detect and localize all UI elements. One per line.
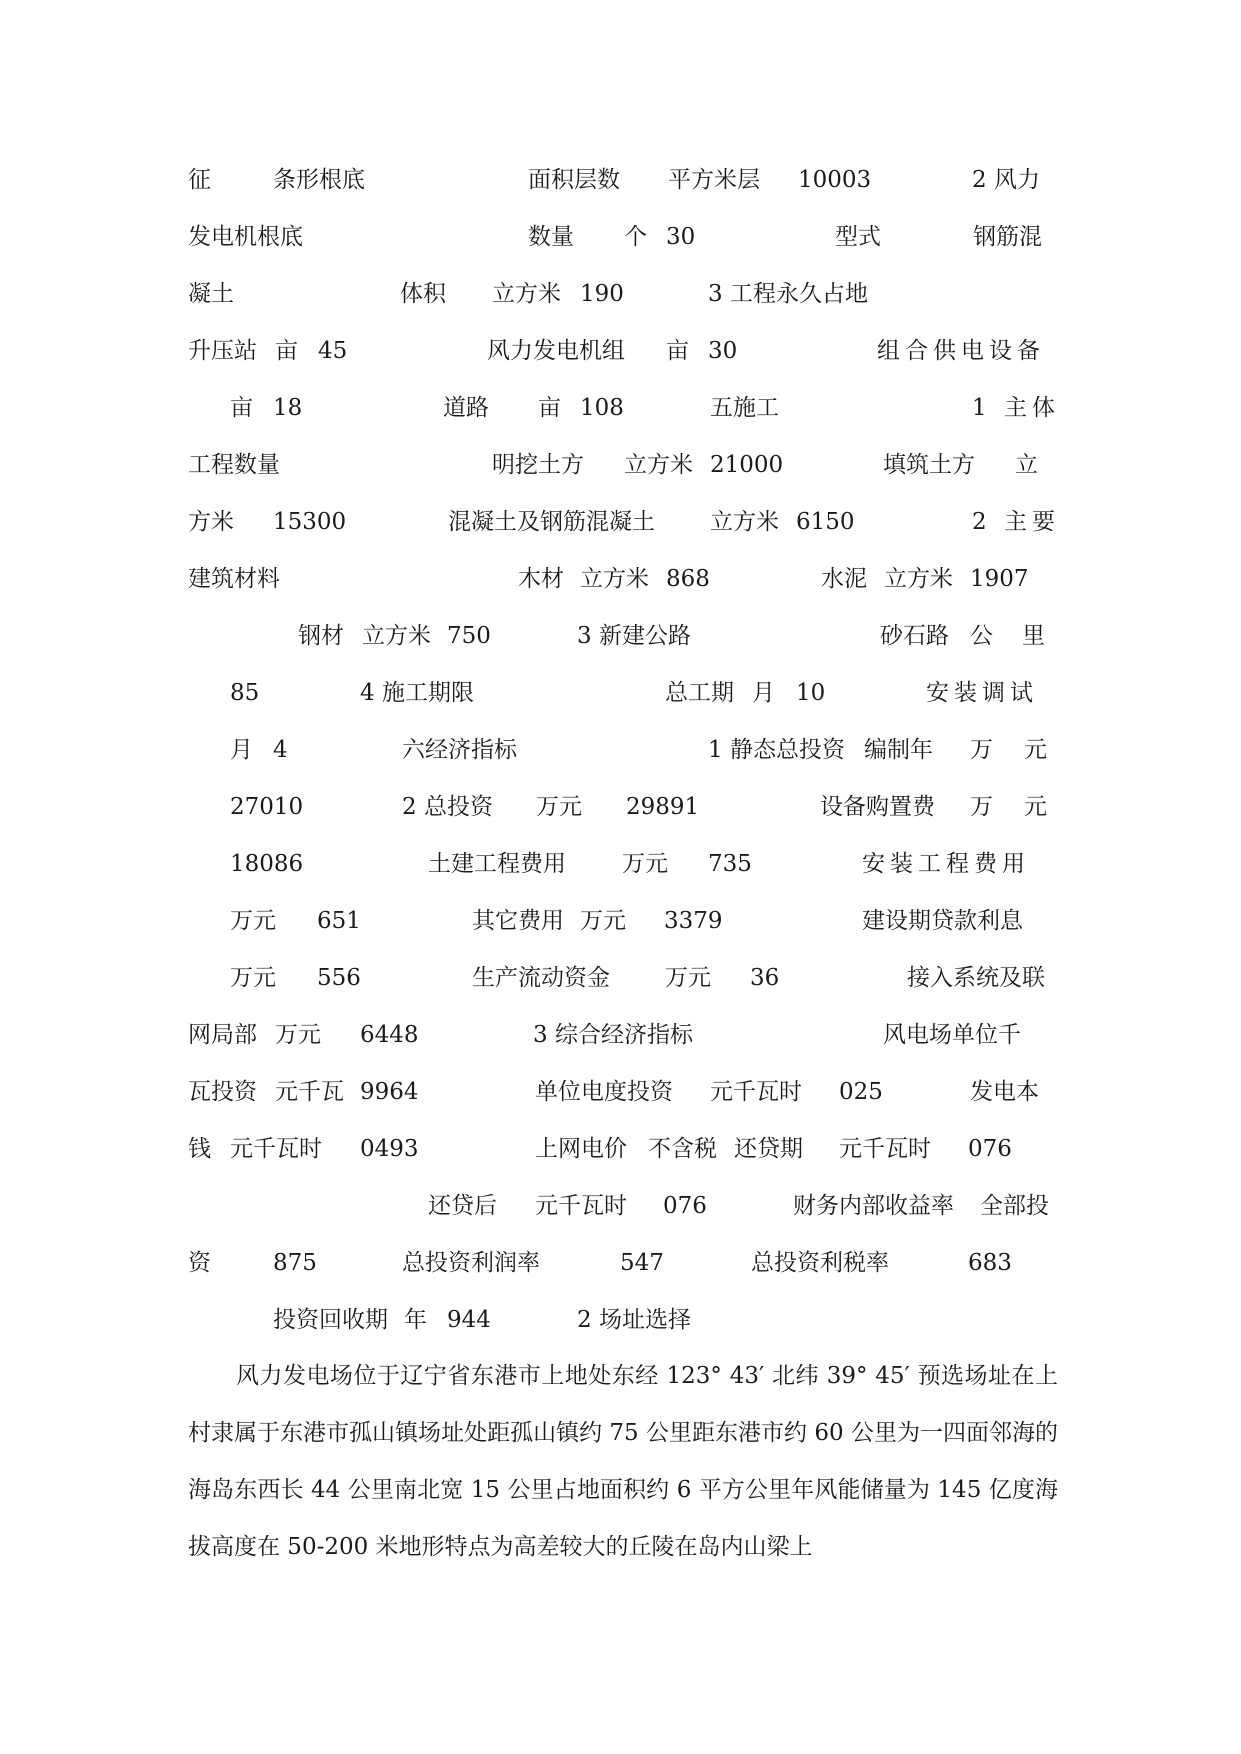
grid-cell: 组合供电设备	[877, 338, 1045, 364]
grid-cell: 立方米	[362, 623, 431, 649]
grid-cell: 556	[317, 965, 361, 991]
grid-cell: 全部投	[980, 1193, 1049, 1219]
grid-cell: 体积	[400, 281, 446, 307]
grid-cell: 面积层数	[528, 167, 620, 193]
grid-cell: 凝土	[188, 281, 234, 307]
grid-cell: 立方米	[710, 509, 779, 535]
grid-cell: 土建工程费用	[428, 851, 566, 877]
grid-cell: 元千瓦时	[710, 1079, 802, 1105]
grid-cell: 钢筋混	[973, 224, 1042, 250]
grid-cell: 方米	[188, 509, 234, 535]
grid-cell: 0493	[360, 1136, 419, 1162]
grid-cell: 2 风力	[972, 167, 1040, 193]
grid-cell: 6150	[796, 509, 855, 535]
grid-cell: 钱	[188, 1136, 211, 1162]
grid-cell: 瓦投资	[188, 1079, 257, 1105]
grid-cell: 安装调试	[926, 680, 1038, 706]
grid-cell: 安装工程费用	[862, 851, 1030, 877]
grid-cell: 还贷期	[734, 1136, 803, 1162]
grid-cell: 编制年	[864, 737, 933, 763]
grid-cell: 年	[404, 1307, 427, 1333]
grid-cell: 砂石路	[880, 623, 949, 649]
grid-cell: 建筑材料	[188, 566, 280, 592]
grid-cell: 21000	[710, 452, 784, 478]
grid-cell: 填筑土方	[883, 452, 975, 478]
grid-cell: 木材	[518, 566, 564, 592]
grid-cell: 六经济指标	[402, 737, 517, 763]
grid-cell: 设备购置费	[820, 794, 935, 820]
grid-cell: 水泥	[821, 566, 867, 592]
grid-cell: 道路	[443, 395, 489, 421]
grid-cell: 月	[752, 680, 775, 706]
grid-cell: 立方米	[580, 566, 649, 592]
grid-cell: 076	[663, 1193, 707, 1219]
grid-cell: 财务内部收益率	[793, 1193, 954, 1219]
grid-cell: 9964	[360, 1079, 419, 1105]
grid-cell: 风力发电机组	[487, 338, 625, 364]
grid-cell: 元千瓦	[275, 1079, 344, 1105]
grid-cell: 868	[666, 566, 710, 592]
grid-cell: 4	[273, 737, 288, 763]
grid-cell: 接入系统及联	[907, 965, 1045, 991]
grid-cell: 547	[620, 1250, 664, 1276]
grid-cell: 18086	[230, 851, 304, 877]
grid-cell: 3 综合经济指标	[533, 1022, 693, 1048]
grid-cell: 总工期	[665, 680, 734, 706]
grid-cell: 15300	[273, 509, 347, 535]
grid-cell: 190	[580, 281, 624, 307]
grid-cell: 亩	[538, 395, 561, 421]
grid-cell: 683	[968, 1250, 1012, 1276]
grid-cell: 上网电价	[535, 1136, 627, 1162]
paragraph-text: 风力发电场位于辽宁省东港市上地处东经 123° 43′ 北纬 39° 45′ 预选场址在上村隶属于东港市孤山镇场址处距孤山镇约 75 公里距东港市约 60 公里为一四面邻海的海岛东西长 44 公里南北宽 15 公里占地面积约 6 平方公里年风能储量为 145 亿度海拔高度在 50-200 米地形特点为高差较大的丘陵在岛内山梁上	[188, 1363, 1058, 1560]
grid-cell: 元千瓦时	[535, 1193, 627, 1219]
grid-cell: 公	[970, 623, 993, 649]
grid-cell: 立方米	[492, 281, 561, 307]
grid-cell: 五施工	[710, 395, 779, 421]
grid-cell: 万元	[665, 965, 711, 991]
grid-cell: 6448	[360, 1022, 419, 1048]
grid-cell: 生产流动资金	[472, 965, 610, 991]
grid-cell: 里	[1022, 623, 1045, 649]
grid-cell: 2 场址选择	[577, 1307, 691, 1333]
grid-cell: 2 主要	[972, 509, 1060, 535]
grid-cell: 108	[580, 395, 624, 421]
grid-cell: 钢材	[298, 623, 344, 649]
grid-cell: 944	[447, 1307, 491, 1333]
grid-cell: 升压站	[188, 338, 257, 364]
grid-cell: 3 新建公路	[577, 623, 691, 649]
grid-cell: 月	[230, 737, 253, 763]
grid-cell: 30	[666, 224, 696, 250]
grid-cell: 总投资利润率	[402, 1250, 540, 1276]
grid-cell: 85	[230, 680, 260, 706]
grid-cell: 工程数量	[188, 452, 280, 478]
grid-cell: 元	[1024, 794, 1047, 820]
grid-cell: 亩	[230, 395, 253, 421]
grid-cell: 其它费用	[472, 908, 564, 934]
grid-cell: 万元	[580, 908, 626, 934]
grid-cell: 29891	[626, 794, 700, 820]
grid-cell: 2 总投资	[402, 794, 493, 820]
site-description-paragraph	[188, 1348, 1058, 1576]
grid-cell: 735	[708, 851, 752, 877]
grid-cell: 平方米层	[668, 167, 760, 193]
grid-cell: 万元	[230, 908, 276, 934]
grid-cell: 万元	[536, 794, 582, 820]
grid-cell: 万元	[230, 965, 276, 991]
grid-cell: 资	[188, 1250, 211, 1276]
grid-cell: 元千瓦时	[839, 1136, 931, 1162]
grid-cell: 发电本	[970, 1079, 1039, 1105]
grid-cell: 明挖土方	[492, 452, 584, 478]
grid-cell: 3 工程永久占地	[708, 281, 868, 307]
grid-cell: 网局部	[188, 1022, 257, 1048]
grid-cell: 立方米	[624, 452, 693, 478]
grid-cell: 数量	[528, 224, 574, 250]
grid-cell: 076	[968, 1136, 1012, 1162]
grid-cell: 亩	[666, 338, 689, 364]
grid-cell: 型式	[835, 224, 881, 250]
grid-cell: 总投资利税率	[751, 1250, 889, 1276]
grid-cell: 30	[708, 338, 738, 364]
grid-cell: 651	[317, 908, 361, 934]
grid-cell: 条形根底	[273, 167, 365, 193]
grid-cell: 750	[447, 623, 491, 649]
grid-cell: 3379	[664, 908, 723, 934]
grid-cell: 万元	[622, 851, 668, 877]
grid-cell: 风电场单位千	[883, 1022, 1021, 1048]
grid-cell: 1 静态总投资	[708, 737, 845, 763]
grid-cell: 万	[970, 794, 993, 820]
grid-cell: 10003	[798, 167, 872, 193]
grid-cell: 立	[1015, 452, 1038, 478]
grid-cell: 万	[970, 737, 993, 763]
grid-cell: 025	[839, 1079, 883, 1105]
grid-cell: 27010	[230, 794, 304, 820]
grid-cell: 征	[188, 167, 211, 193]
grid-cell: 4 施工期限	[360, 680, 474, 706]
grid-cell: 36	[750, 965, 780, 991]
grid-cell: 10	[796, 680, 826, 706]
grid-cell: 发电机根底	[188, 224, 303, 250]
grid-cell: 立方米	[884, 566, 953, 592]
grid-cell: 1 主体	[972, 395, 1060, 421]
grid-cell: 18	[273, 395, 303, 421]
grid-cell: 1907	[970, 566, 1029, 592]
grid-cell: 混凝土及钢筋混凝土	[448, 509, 655, 535]
grid-cell: 投资回收期	[273, 1307, 388, 1333]
grid-cell: 万元	[275, 1022, 321, 1048]
grid-cell: 还贷后	[428, 1193, 497, 1219]
grid-cell: 元千瓦时	[230, 1136, 322, 1162]
grid-cell: 不含税	[648, 1136, 717, 1162]
grid-cell: 元	[1024, 737, 1047, 763]
grid-cell: 45	[318, 338, 348, 364]
grid-cell: 亩	[275, 338, 298, 364]
grid-cell: 建设期贷款利息	[862, 908, 1023, 934]
grid-cell: 875	[273, 1250, 317, 1276]
grid-cell: 单位电度投资	[535, 1079, 673, 1105]
grid-cell: 个	[624, 224, 647, 250]
